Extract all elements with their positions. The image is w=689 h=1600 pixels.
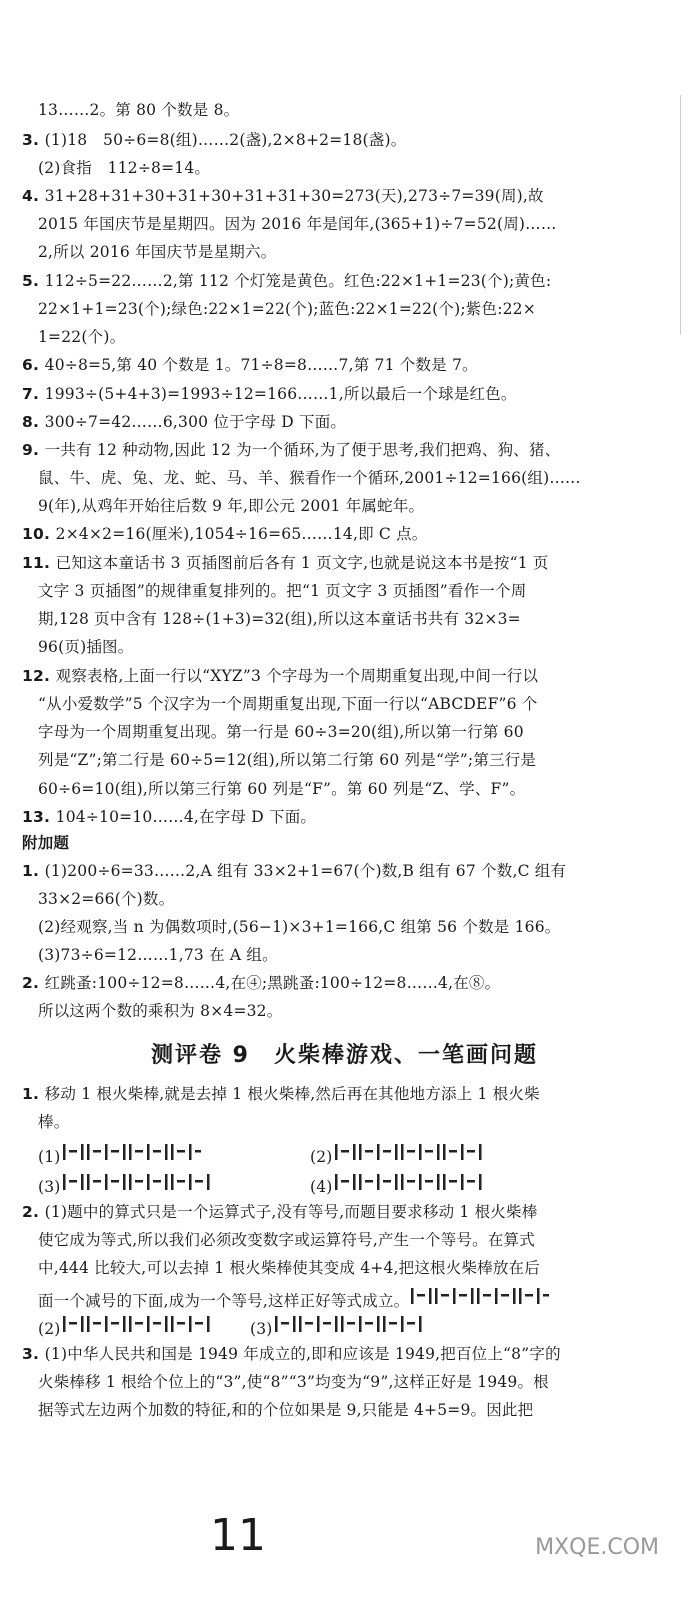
section-title: 测评卷 9 火柴棒游戏、一笔画问题 [151, 1043, 538, 1068]
text-line [22, 1084, 540, 1104]
line-text: 鼠、牛、虎、兔、龙、蛇、马、羊、猴看作一个循环,2001÷12=166(组)…… [38, 469, 581, 487]
line-text: 9(年),从鸡年开始往后数 9 年,即公元 2001 年属蛇年。 [38, 497, 425, 515]
line-text: 期,128 页中含有 128÷(1+3)=32(组),所以这本童话书共有 32×3= [38, 610, 521, 628]
text-line [22, 384, 517, 404]
text-line [38, 694, 538, 714]
line-text: 300÷7=42……6,300 位于字母 D 下面。 [44, 413, 347, 431]
line-text: (4) [310, 1178, 333, 1196]
line-text: (1)18 50÷6=8(组)……2(盏),2×8+2=18(盏)。 [44, 131, 407, 149]
line-text: 96(页)插图。 [38, 638, 134, 656]
line-text: “从小爱数学”5 个汉字为一个周期重复出现,下面一行以“ABCDEF”6 个 [38, 695, 538, 713]
text-line [22, 412, 346, 432]
line-text: (3)73÷6=12……1,73 在 A 组。 [38, 946, 278, 964]
matchstick-equation-figure [333, 1172, 553, 1192]
item-number: 7. [22, 385, 45, 403]
item-number: 13. [22, 808, 56, 826]
text-line [22, 1344, 561, 1364]
item-number: 12. [22, 667, 56, 685]
matchstick-equation-figure [61, 1142, 201, 1162]
text-line [38, 1230, 535, 1250]
matchstick-equation-figure [61, 1172, 281, 1192]
text-line [38, 1112, 69, 1132]
text-line [38, 1372, 549, 1392]
item-number: 6. [22, 356, 45, 374]
text-line [38, 722, 524, 742]
line-text: (1)中华人民共和国是 1949 年成立的,即和应该是 1949,把百位上“8”字的 [44, 1345, 561, 1363]
line-text: 火柴棒移 1 根给个位上的“3”,使“8”“3”均变为“9”,这样正好是 1949。根 [38, 1373, 549, 1391]
line-text: 已知这本童话书 3 页插图前后各有 1 页文字,也就是说这本书是按“1 页 [55, 554, 549, 572]
matchstick-equation-figure [273, 1314, 463, 1334]
line-text: 列是“Z”;第二行是 60÷5=12(组),所以第二行第 60 列是“学”;第三行是 [38, 751, 537, 769]
watermark: MXQE.COM [535, 1535, 659, 1560]
text-line [250, 1314, 463, 1339]
text-line [38, 496, 424, 516]
text-line [38, 1258, 540, 1278]
line-text: 中,444 比较大,可以去掉 1 根火柴棒使其变成 4+4,把这根火柴棒放在后 [38, 1259, 540, 1277]
line-text: 112÷5=22……2,第 112 个灯笼是黄色。红色:22×1+1=23(个);黄色: [44, 272, 552, 290]
item-number: 8. [22, 413, 45, 431]
line-text: (2)经观察,当 n 为偶数项时,(56−1)×3+1=166,C 组第 56 个数是 166。 [38, 918, 561, 936]
text-line [310, 1142, 483, 1167]
text-line [38, 1286, 549, 1311]
text-line [38, 637, 133, 657]
item-number: 2. [22, 1203, 45, 1221]
text-line [38, 779, 525, 799]
line-text: (3) [38, 1178, 61, 1196]
line-text: 2,所以 2016 年国庆节是星期六。 [38, 243, 277, 261]
line-text: 附加题 [22, 834, 70, 852]
item-number: 3. [22, 131, 45, 149]
text-line [38, 299, 536, 319]
text-line [38, 1142, 201, 1167]
line-text: 22×1+1=23(个);绿色:22×1=22(个);蓝色:22×1=22(个);紫色:22× [38, 300, 536, 318]
page-number: 11 [210, 1510, 266, 1561]
line-text: 40÷8=5,第 40 个数是 1。71÷8=8……7,第 71 个数是 7。 [44, 356, 478, 374]
line-text: (1)题中的算式只是一个运算式子,没有等号,而题目要求移动 1 根火柴棒 [44, 1203, 538, 1221]
text-line [22, 833, 69, 853]
line-text: (1)200÷6=33……2,A 组有 33×2+1=67(个)数,B 组有 67 个数,C 组有 [44, 862, 567, 880]
text-line [22, 524, 427, 544]
text-line [22, 130, 406, 150]
text-line [38, 100, 239, 120]
margin-rule [680, 95, 681, 335]
line-text: 据等式左边两个加数的特征,和的个位如果是 9,只能是 4+5=9。因此把 [38, 1401, 534, 1419]
line-text: 31+28+31+30+31+30+31+31+30=273(天),273÷7=39(周),故 [44, 187, 544, 205]
line-text: 文字 3 页插图”的规律重复排列的。把“1 页文字 3 页插图”看作一个周 [38, 582, 527, 600]
item-number: 9. [22, 441, 45, 459]
item-number: 3. [22, 1345, 45, 1363]
text-line [38, 889, 174, 909]
line-text: (2) [310, 1148, 333, 1166]
text-line [38, 1400, 533, 1420]
line-text: 一共有 12 种动物,因此 12 为一个循环,为了便于思考,我们把鸡、狗、猪、 [44, 441, 561, 459]
item-number: 5. [22, 272, 45, 290]
text-line [38, 609, 521, 629]
line-text: 移动 1 根火柴棒,就是去掉 1 根火柴棒,然后再在其他地方添上 1 根火柴 [44, 1085, 540, 1103]
text-line [22, 271, 551, 291]
text-line [38, 468, 581, 488]
item-number: 10. [22, 525, 56, 543]
line-text: 1=22(个)。 [38, 328, 126, 346]
text-line [22, 666, 538, 686]
matchstick-equation-figure [409, 1286, 549, 1306]
text-line [38, 1172, 281, 1197]
matchstick-equation-figure [61, 1314, 211, 1334]
text-line [38, 158, 210, 178]
line-text: 60÷6=10(组),所以第三行第 60 列是“F”。第 60 列是“Z、学、F”。 [38, 780, 526, 798]
line-text: 104÷10=10……4,在字母 D 下面。 [55, 808, 317, 826]
line-text: 33×2=66(个)数。 [38, 890, 175, 908]
text-line [22, 553, 549, 573]
item-number: 2. [22, 974, 45, 992]
line-text: (1) [38, 1148, 61, 1166]
line-text: 红跳蚤:100÷12=8……4,在④;黑跳蚤:100÷12=8……4,在⑧。 [44, 974, 501, 992]
text-line [38, 242, 276, 262]
item-number: 1. [22, 1085, 45, 1103]
text-line [38, 750, 536, 770]
text-line [38, 945, 278, 965]
text-line [38, 1314, 211, 1339]
text-line [22, 186, 544, 206]
line-text: 2×4×2=16(厘米),1054÷16=65……14,即 C 点。 [55, 525, 428, 543]
line-text: 字母为一个周期重复出现。第一行是 60÷3=20(组),所以第一行第 60 [38, 723, 524, 741]
line-text: (3) [250, 1320, 273, 1338]
line-text: 2015 年国庆节是星期四。因为 2016 年是闰年,(365+1)÷7=52(周)…… [38, 215, 557, 233]
text-line [22, 807, 316, 827]
item-number: 4. [22, 187, 45, 205]
line-text: 面一个减号的下面,成为一个等号,这样正好等式成立。 [38, 1292, 410, 1310]
item-number: 1. [22, 862, 45, 880]
line-text: 1993÷(5+4+3)=1993÷12=166……1,所以最后一个球是红色。 [44, 385, 517, 403]
line-text: (2)食指 112÷8=14。 [38, 159, 211, 177]
line-text: 13……2。第 80 个数是 8。 [38, 101, 240, 119]
text-line [22, 973, 500, 993]
matchstick-equation-figure [333, 1142, 483, 1162]
text-line [38, 214, 557, 234]
line-text: 棒。 [38, 1113, 70, 1131]
text-line [38, 1001, 282, 1021]
item-number: 11. [22, 554, 56, 572]
text-line [22, 861, 566, 881]
line-text: (2) [38, 1320, 61, 1338]
text-line [22, 355, 478, 375]
line-text: 使它成为等式,所以我们必须改变数字或运算符号,产生一个等号。在算式 [38, 1231, 535, 1249]
text-line [38, 917, 561, 937]
line-text: 所以这两个数的乘积为 8×4=32。 [38, 1002, 283, 1020]
text-line [38, 581, 526, 601]
line-text: 观察表格,上面一行以“XYZ”3 个字母为一个周期重复出现,中间一行以 [55, 667, 539, 685]
text-line [22, 1202, 537, 1222]
text-line [310, 1172, 553, 1197]
text-line [38, 327, 125, 347]
text-line [22, 440, 560, 460]
